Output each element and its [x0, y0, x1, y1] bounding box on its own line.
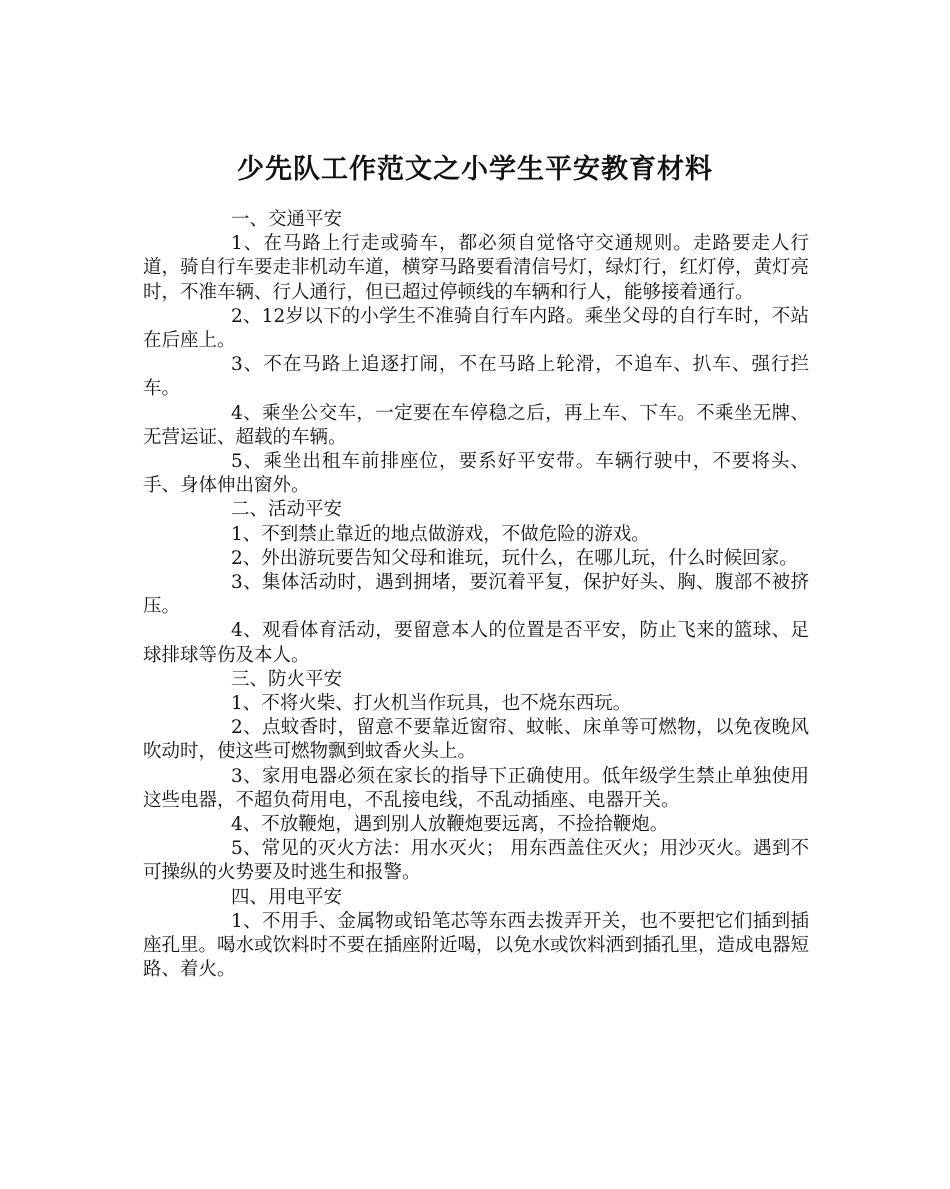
section-heading-fire: 三、防火平安 [231, 668, 343, 690]
paragraph: 4、观看体育活动，要留意本人的位置是否平安，防止飞来的篮球、足球排球等伤及本人。 [143, 620, 809, 666]
document-title: 少先队工作范文之小学生平安教育材料 [237, 154, 713, 186]
section-heading-traffic: 一、交通平安 [231, 209, 343, 230]
paragraph: 1、不将火柴、打火机当作玩具，也不烧东西玩。 [231, 693, 632, 715]
paragraph: 5、常见的灭火方法：用水灭火； 用东西盖住灭火；用沙灭火。遇到不可操纵的火势要及时逃生和报警。 [143, 838, 809, 884]
paragraph: 3、集体活动时，遇到拥堵，要沉着平复，保护好头、胸、腹部不被挤压。 [143, 572, 809, 618]
paragraph: 1、不到禁止靠近的地点做游戏，不做危险的游戏。 [231, 523, 650, 545]
document-body [143, 208, 809, 983]
paragraph: 5、乘坐出租车前排座位，要系好平安带。车辆行驶中，不要将头、手、身体伸出窗外。 [143, 451, 809, 497]
paragraph: 3、家用电器必须在家长的指导下正确使用。低年级学生禁止单独使用这些电器，不超负荷用电，不乱接电线，不乱动插座、电器开关。 [143, 765, 809, 811]
section-heading-electricity: 四、用电平安 [231, 886, 343, 908]
paragraph: 4、不放鞭炮，遇到别人放鞭炮要远离，不捡拾鞭炮。 [231, 814, 669, 836]
paragraph: 1、不用手、金属物或铅笔芯等东西去拨弄开关，也不要把它们插到插座孔里。喝水或饮料时不要在插座附近喝，以免水或饮料洒到插孔里，造成电器短路、着火。 [143, 910, 810, 981]
paragraph: 2、12岁以下的小学生不准骑自行车内路。乘坐父母的自行车时，不站在后座上。 [143, 305, 809, 352]
section-heading-activity: 二、活动平安 [231, 499, 343, 521]
paragraph: 1、在马路上行走或骑车，都必须自觉恪守交通规则。走路要走人行道，骑自行车要走非机动车道，横穿马路要看清信号灯，绿灯行，红灯停，黄灯亮时，不准车辆、行人通行，但已超过停顿线的车辆和行人，能够接着通行。 [143, 233, 810, 303]
paragraph: 4、乘坐公交车，一定要在车停稳之后，再上车、下车。不乘坐无牌、无营运证、超载的车辆。 [143, 402, 809, 448]
paragraph: 3、不在马路上追逐打闹，不在马路上轮滑，不追车、扒车、强行拦车。 [143, 354, 809, 400]
paragraph: 2、点蚊香时，留意不要靠近窗帘、蚊帐、床单等可燃物，以免夜晚风吹动时，使这些可燃物飘到蚊香火头上。 [143, 717, 809, 763]
paragraph: 2、外出游玩要告知父母和谁玩，玩什么，在哪儿玩，什么时候回家。 [231, 547, 798, 569]
